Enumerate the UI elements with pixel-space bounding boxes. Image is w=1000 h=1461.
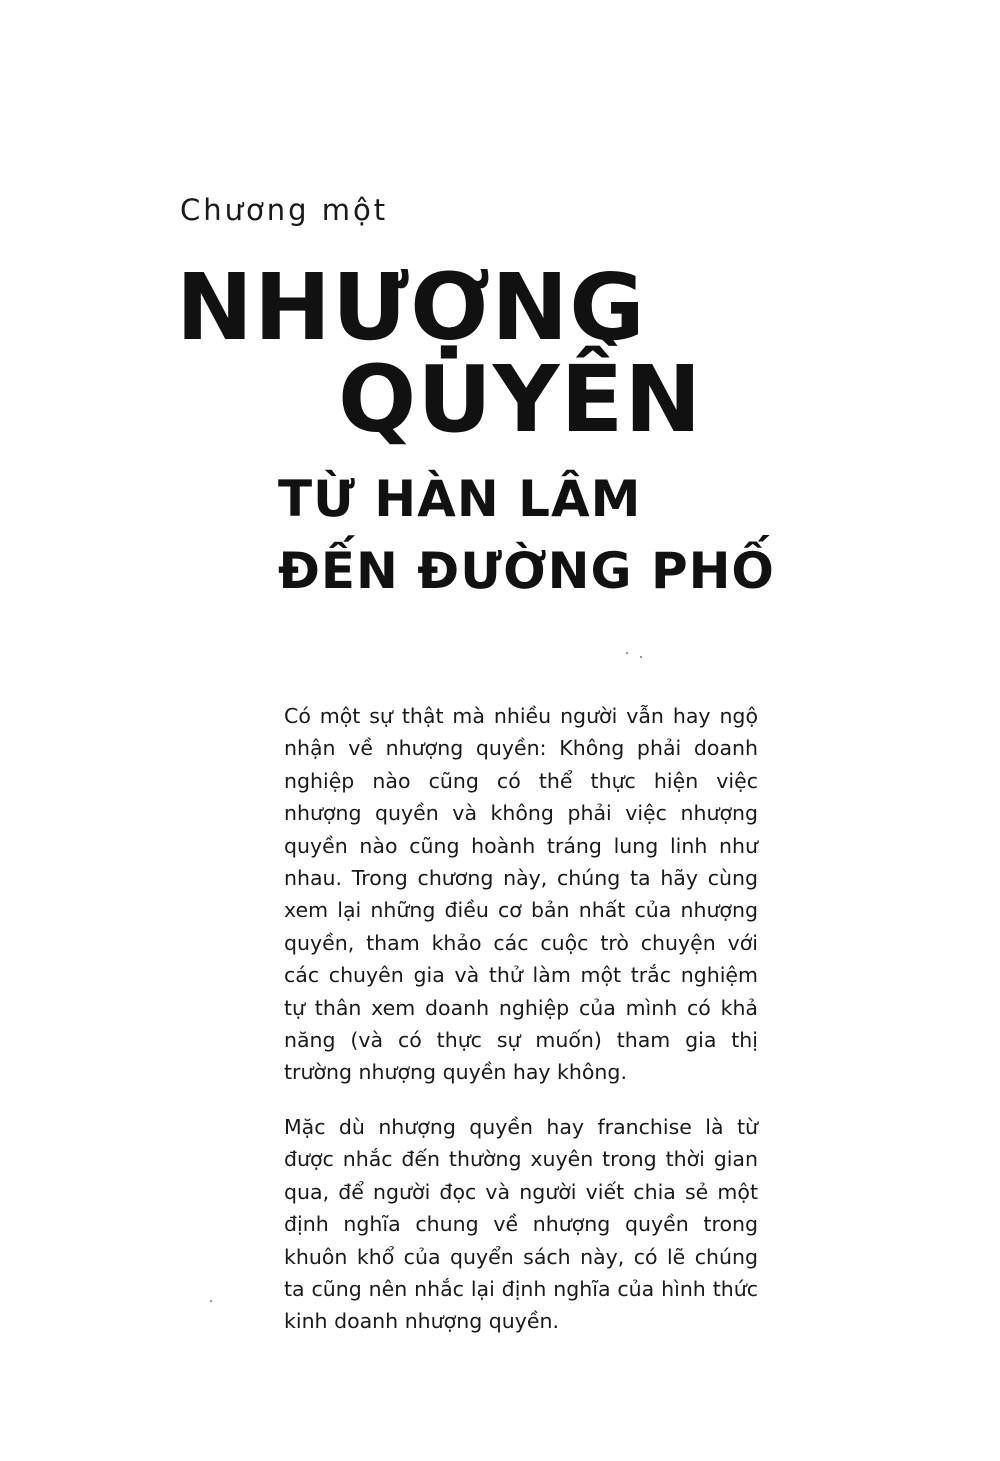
scan-speck-1 (626, 652, 628, 654)
body-paragraph-1: Có một sự thật mà nhiều người vẫn hay ngộ nhận về nhượng quyền: Không phải doanh nghiệp nào cũng có thể thực hiện việc nhượng quyền và không phải việc nhượng quyền nào cũng hoành tráng lung linh như nhau. Trong chương này, chúng ta hãy cùng xem lại những điều cơ bản nhất của nhượng quyền, tham khảo các cuộc trò chuyện với các chuyên gia và thử làm một trắc nghiệm tự thân xem doanh nghiệp của mình có khả năng (và có thực sự muốn) tham gia thị trường nhượng quyền hay không. (284, 704, 758, 1085)
scan-speck-2 (640, 656, 642, 658)
chapter-title-line-1: NHƯỢNG (176, 254, 646, 361)
body-paragraph-2: Mặc dù nhượng quyền hay franchise là từ được nhắc đến thường xuyên trong thời gian qua, để người đọc và người viết chia sẻ một định nghĩa chung về nhượng quyền trong khuôn khổ của quyển sách này, có lẽ chúng ta cũng nên nhắc lại định nghĩa của hình thức kinh doanh nhượng quyền. (284, 1114, 758, 1334)
chapter-label: Chương một (180, 193, 389, 227)
chapter-title-line-2: QUYỀN (338, 346, 703, 453)
chapter-subtitle-line-1: TỪ HÀN LÂM (278, 470, 642, 528)
scan-speck-3 (210, 1300, 212, 1302)
chapter-subtitle-line-2: ĐẾN ĐƯỜNG PHỐ (278, 542, 775, 600)
body-text (284, 700, 758, 1360)
